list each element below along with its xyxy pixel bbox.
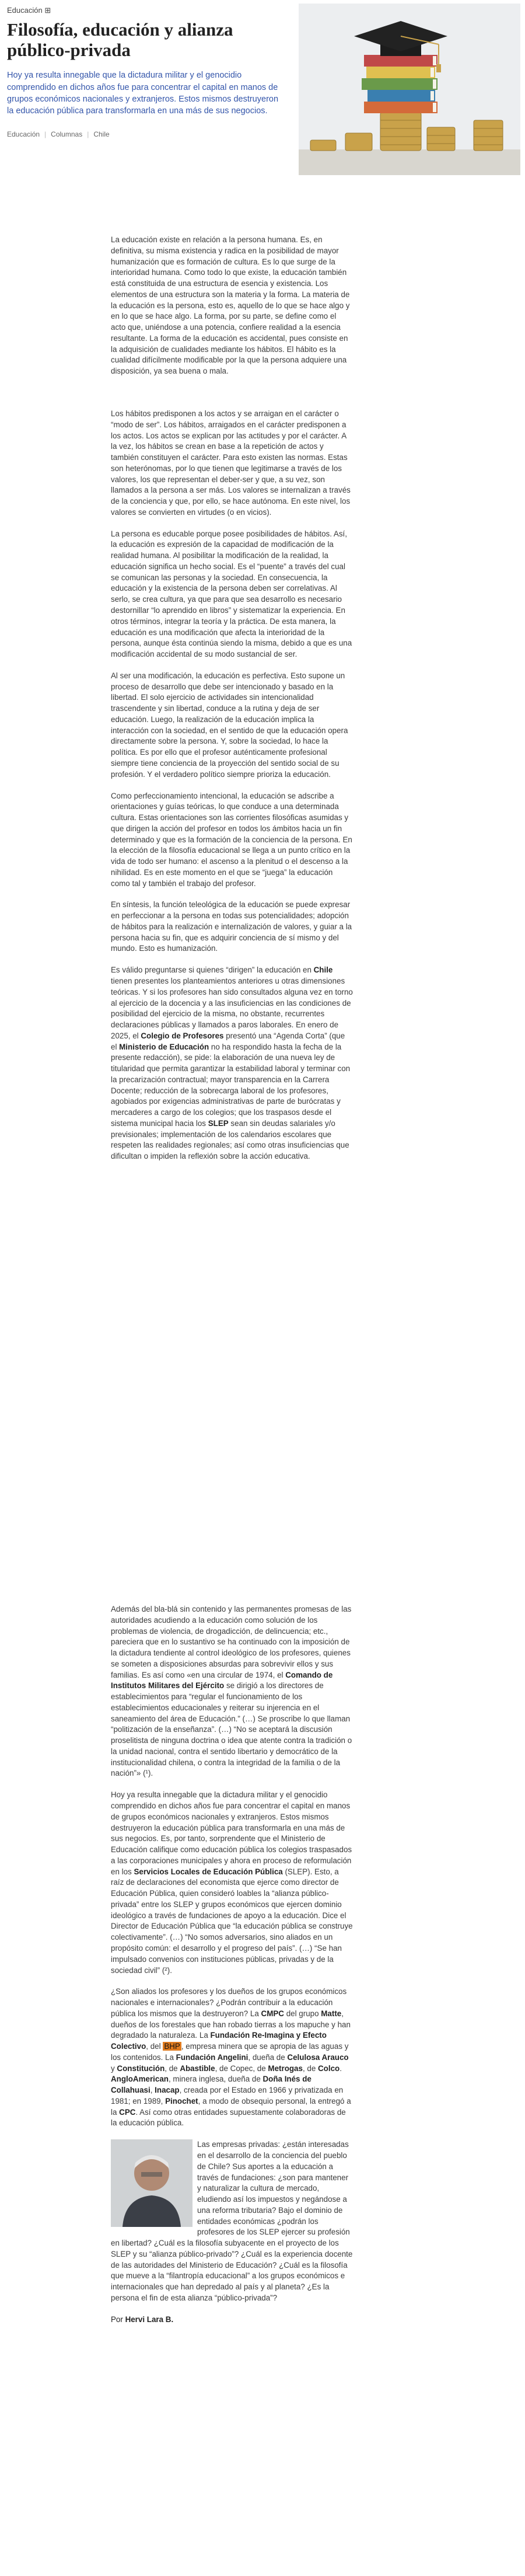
article-paragraph xyxy=(111,1604,353,1779)
breadcrumb-columns[interactable]: Columnas xyxy=(51,130,83,138)
byline-prefix: Por xyxy=(111,2314,125,2324)
lead-paragraph: Hoy ya resulta innegable que la dictadura militar y el genocidio comprendido en dichos años fue para concentrar el capital en manos de grupos económicos nacionales y extranjeros. Estos mismos destruyeron la educación pública para transformarla en una más de sus negocios. xyxy=(7,71,279,116)
text-run: no ha respondido hasta la fecha de la presente redacción), se pide: la elaboración de una nueva ley de titularidad que permita garantizar la estabilidad laboral y terminar con la precarización contractual; mayor transparencia en la Carrera Docente; reducción de la sobrecarga laboral de los profesores, agobiados por exigencias administrativas de parte de burócratas y mercaderes a cargo de los colegios; que los traspasos desde el sistema municipal hacia los xyxy=(111,1042,351,1128)
link-colegio-profesores[interactable]: Colegio de Profesores xyxy=(141,1031,224,1040)
article-paragraph xyxy=(111,1790,353,1976)
link-slep[interactable]: SLEP xyxy=(208,1118,229,1128)
article-body-continued xyxy=(111,409,353,1173)
header-text xyxy=(7,6,287,138)
link-angloamerican[interactable]: AngloAmerican xyxy=(111,2075,169,2084)
author-name[interactable]: Hervi Lara B. xyxy=(125,2314,174,2324)
link-ministerio-educacion[interactable]: Ministerio de Educación xyxy=(119,1042,209,1051)
text-run: tienen presentes los planteamientos anteriores u otras dimensiones teóricas. Y si los profesores han sido consultados alguna vez en torno al ejercicio de la docencia y a las insuficiencias en las condiciones de posibilidad del ejercicio de la misma, no obstante, recurrentes declaraciones públicas y llamados a paros laborales. En enero de 2025, el xyxy=(111,976,353,1040)
text-run: , minera inglesa, dueña de xyxy=(168,2075,263,2084)
text-run: , a modo de obsequio personal, la entregó a la xyxy=(111,2096,351,2117)
article-paragraph xyxy=(111,965,353,1162)
article-paragraph: Al ser una modificación, la educación es perfectiva. Esto supone un proceso de desarrollo que debe ser intencionado y basado en la libertad. El solo ejercicio de actividades sin intencionalidad trascendente y sin libertad, conduce a la rutina y deja de ser educación. Luego, la realización de la educación implica la interacción con la sociedad, en el sentido de que la educación opera directamente sobre la persona. Y, sobre la sociedad, lo hace la política. Es por ello que el profesor auténticamente profesional siempre tiene conciencia de la proyección del sentido social de su profesión. Y el verdadero político siempre prioriza la educación. xyxy=(111,671,348,779)
text-run: y xyxy=(111,2063,117,2073)
text-run: . Así como otras entidades supuestamente colaboradoras de la educación pública. xyxy=(111,2107,346,2128)
link-reimagina[interactable]: Fundación Re-Imagina y Efecto Colectivo xyxy=(111,2031,327,2051)
article-paragraph: La persona es educable porque posee posibilidades de hábitos. Así, la educación es expresión de la capacidad de modificación de la realidad humana. Al posibilitar la modificación de la realidad, la educación significa un hecho social. Es el “puente” a través del cual se comunican las personas y la sociedad. En consecuencia, la educación y la existencia de la persona deben ser correlativas. Al serlo, se crea cultura, ya que para que sea desarrollo es necesario destornillar “lo aprendido en libros” y sistematizar la experiencia. En otros términos, integrar la teoría y la práctica. De esta manera, la educación es una modificación que afecta la interioridad de la persona, aunque ésta continúa siendo la misma, debido a que es una modificación accidental de su modo sustancial de ser. xyxy=(111,529,352,659)
hero-image xyxy=(299,4,520,175)
article-body xyxy=(111,235,353,388)
article-paragraph: Como perfeccionamiento intencional, la educación se adscribe a orientaciones y guías teóricas, lo que conduce a una determinada cultura. Estas orientaciones son las corrientes filosóficas asumidas y que dirigen la acción del profesor en todos los ámbitos hacia un fin determinado y que es la formación de la conciencia de la persona. En la elección de la filosofía educacional se llega a un punto crítico en la vida de todo ser humano: el ascenso a la plenitud o el descenso a la nihilidad. Es en este momento en el que se “juega” la educación como tal y también el trabajo del profesor. xyxy=(111,791,352,888)
text-run: ¿Son aliados los profesores y los dueños de los grupos económicos nacionales e internacionales? ¿Podrán contribuir a la educación pública los mismos que la destruyeron? La xyxy=(111,1987,347,2018)
text-run: , dueña de xyxy=(248,2052,288,2062)
text-run: del grupo xyxy=(284,2009,321,2018)
link-inacap[interactable]: Inacap xyxy=(155,2086,180,2095)
breadcrumb xyxy=(7,130,287,138)
link-colco[interactable]: Colco xyxy=(318,2063,340,2073)
link-cpc[interactable]: CPC xyxy=(119,2107,136,2117)
text-run: , dueños de los forestales que han robado tierras a los mapuche y han degradado la naturaleza. La xyxy=(111,2009,351,2040)
text-run: Además del bla-blá sin contenido y las permanentes promesas de las autoridades acudiendo a la educación como solución de los problemas de violencia, de drogadicción, de delincuencia; etc., pareciera que en lo sustantivo se ha continuado con la imposición de la dictadura tendiente al control ideológico de los profesores, quienes se someten a disposiciones absurdas para sobrevivir ellos y sus familias. Es así como «en una circular de 1974, el xyxy=(111,1605,352,1679)
breadcrumb-separator: | xyxy=(44,130,47,138)
link-slep-servicios[interactable]: Servicios Locales de Educación Pública xyxy=(134,1867,283,1876)
article-body-part2 xyxy=(111,1604,353,2325)
page-title: Filosofía, educación y alianza público-privada xyxy=(7,19,233,60)
breadcrumb-separator: | xyxy=(87,130,89,138)
link-collahuasi[interactable]: Doña Inés de Collahuasi xyxy=(111,2075,312,2095)
article-paragraph xyxy=(111,1986,353,2129)
article-paragraph: La educación existe en relación a la persona humana. Es, en definitiva, su misma existencia y radica en la posibilidad de mayor humanización que es formación de cultura. Es lo que surge de la interioridad humana. Como todo lo que existe, la educación también está constituida de una estructura de esencia y existencia. Los elementos de una estructura son la materia y la forma. La materia de la educación es la persona, esto es, aquello de lo que se hace algo y en lo que se hace algo. La forma, por su parte, se define como el acto que, uniéndose a una potencia, confiere realidad a la esencia resultante. La forma de la educación es accidental, pues consiste en la adquisición de cualidades mediante los hábitos. El hábito es la cualidad difícilmente modificable por la que la persona adquiere una disposición, ya sea buena o mala. xyxy=(111,235,350,376)
article-paragraph xyxy=(111,2139,353,2303)
text-run: se dirigió a los directores de establecimientos para “regular el funcionamiento de los establecimientos educacionales y reiterar su injerencia en el saneamiento del área de Educación.” (…) Se proscribe lo que llaman “politización de la enseñanza”. (…) “No se aceptará la discusión proselitista de ninguna doctrina o idea que atente contra la tradición o la unidad nacional, contra el sentido libertario y democrático de la institucionalidad chilena, o contra la integridad de la familia o de la nación”» (¹). xyxy=(111,1681,352,1778)
article-paragraph: En síntesis, la función teleológica de la educación se puede expresar en perfeccionar a la persona en todas sus potencialidades; adopción de hábitos para la realización e internalización de valores, y guiar a la persona hacia su fin, que es adquirir conciencia de sí mismo y del mundo. Esto es humanización. xyxy=(111,900,352,953)
text-run: , de xyxy=(302,2063,318,2073)
breadcrumb-chile[interactable]: Chile xyxy=(93,130,110,138)
link-angelini[interactable]: Fundación Angelini xyxy=(176,2052,249,2062)
link-metrogas[interactable]: Metrogas xyxy=(268,2063,303,2073)
text-run: sean sin deudas salariales y/o previsionales; implementación de los calendarios escolares que respeten las realidades regionales; así como otras insuficiencias que dificultan o impiden la reflexión sobre la acción educativa. xyxy=(111,1118,349,1161)
breadcrumb-education[interactable]: Educación xyxy=(7,130,40,138)
link-celulosa-arauco[interactable]: Celulosa Arauco xyxy=(287,2052,349,2062)
author-byline xyxy=(111,2314,353,2326)
text-run: , del xyxy=(146,2042,163,2051)
article-header xyxy=(0,0,525,187)
text-run: , xyxy=(150,2086,155,2095)
text-run: , empresa minera que se apropia de las aguas y los contenidos. La xyxy=(111,2042,349,2062)
text-run: (SLEP). Esto, a raíz de declaraciones del economista que ejerce como director de Educación Pública, quien consideró loables la “alianza público-privada” entre los SLEP y grupos económicos que ejercen dominio ideológico a través de fundaciones de apoyo a la educación. Dice el Director de Educación Pública que “la educación pública se construye colectivamente”. (…) “No somos adversarios, sino aliados en un propósito común: el desarrollo y el progreso del país”. (…) “Se han impulsado convenios con instituciones públicas, privadas y de la sociedad civil” (²). xyxy=(111,1867,353,1975)
text-run: Hoy ya resulta innegable que la dictadura militar y el genocidio comprendido en dichos años fue para concentrar el capital en manos de grupos económicos nacionales y extranjeros. Estos mismos destruyeron la educación pública para transformarla en una más de sus negocios. Es, por tanto, sorprendente que el Ministerio de Educación califique como educación pública los colegios traspasados a las corporaciones municipales y ahora en proceso de reformulación en los xyxy=(111,1790,352,1876)
author-portrait-icon xyxy=(111,2139,192,2227)
link-constitucion[interactable]: Constitución xyxy=(117,2063,165,2073)
text-run: . xyxy=(340,2063,342,2073)
text-run: Es válido preguntarse si quienes “dirigen” la educación en xyxy=(111,965,314,975)
text-run: Las empresas privadas: ¿están interesadas en el desarrollo de la conciencia del pueblo de Chile? Sus aportes a la educación a través de fundaciones: ¿son para mantener y naturalizar la cultura de mercado, eludiendo así los impuestos y negándose a una reforma tributaria? Bajo el dominio de entidades económicas ¿podrán los profesores de los SLEP ejercer su profesión en libertad? ¿Cuál es la filosofía subyacente en el proyecto de los SLEP y su “alianza público-privado”? ¿Cuál es la experiencia docente de las autoridades del Ministerio de Educación? ¿Cuál es la filosofía que mueve a la “filantropía educacional” a los grupos económicos e internacionales que han depredado al país y al planeta? ¿Es la persona el fin de esta alianza “público-privada”? xyxy=(111,2140,353,2302)
link-comando-institutos[interactable]: Comando de Institutos Militares del Ejército xyxy=(111,1670,333,1690)
text-run: , creada por el Estado en 1966 y privatizada en 1981; en 1989, xyxy=(111,2086,344,2106)
link-abastible[interactable]: Abastible xyxy=(180,2063,215,2073)
link-pinochet[interactable]: Pinochet xyxy=(165,2096,198,2106)
text-run: , de xyxy=(164,2063,180,2073)
highlight-bhp: BHP xyxy=(164,2042,180,2051)
link-chile[interactable]: Chile xyxy=(313,965,333,975)
text-run: presentó una “Agenda Corta” (que el xyxy=(111,1031,345,1051)
graduation-cap-on-coins-icon xyxy=(299,4,520,175)
article-paragraph: Los hábitos predisponen a los actos y se arraigan en el carácter o “modo de ser”. Los hábitos, arraigados en el carácter predisponen a los actos. Los actos se explican por las actitudes y por el carácter. A la vez, los hábitos se crean en base a la repetición de actos y también constituyen el carácter. Para esto existen las normas. Estas son heterónomas, por lo que tienen que legitimarse a través de los valores, los que representan el deber-ser y que, a su vez, son llamados a la persona a ser más. Los valores se internalizan a través de la conciencia y que, por ello, se hace autónoma. En este nivel, los valores se convierten en virtudes (o en vicios). xyxy=(111,409,351,517)
section-label[interactable]: Educación ⊞ xyxy=(7,6,51,15)
link-cmpc[interactable]: CMPC xyxy=(261,2009,284,2018)
author-photo xyxy=(111,2139,192,2227)
link-matte[interactable]: Matte xyxy=(321,2009,342,2018)
text-run: , de Copec, de xyxy=(215,2063,268,2073)
